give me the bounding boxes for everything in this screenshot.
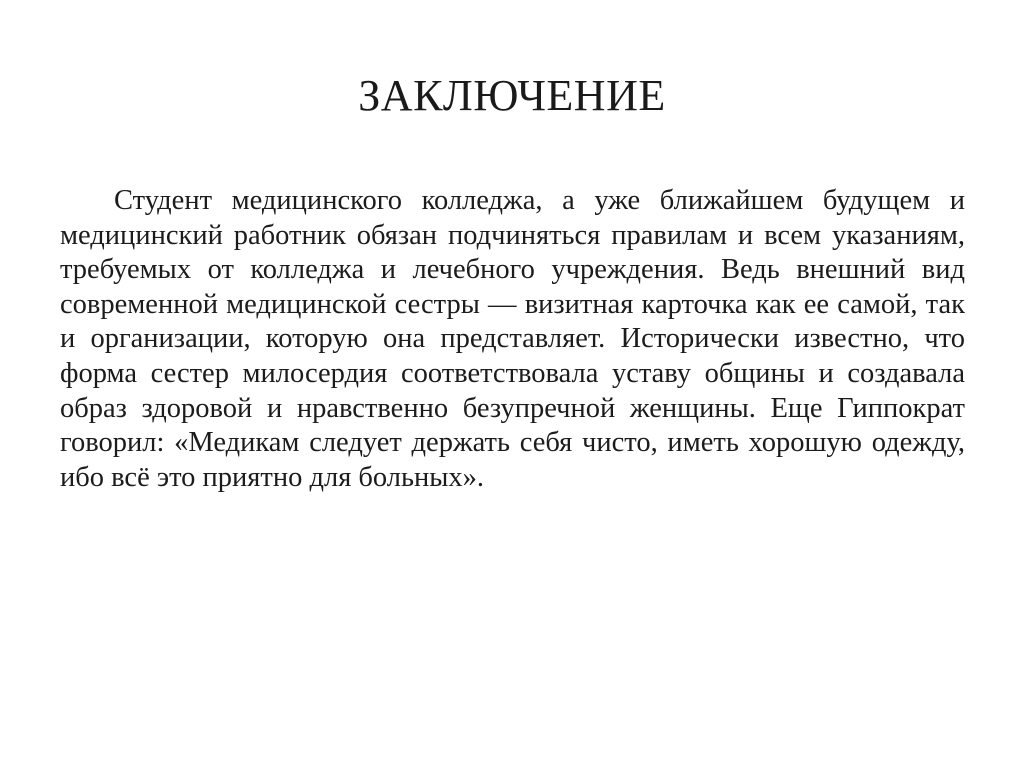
slide-body-paragraph: Студент медицинского колледжа, а уже ближайшем будущем и медицинский работник обязан подчиняться правилам и всем указаниям, требуемых от колледжа и лечебного учреждения. Ведь внешний вид современной медицинской сестры — визитная карточка как ее самой, так и организации, которую она представляет. Исторически известно, что форма сестер милосердия соответствовала уставу общины и создавала образ здоровой и нравственно безупречной женщины. Еще Гиппократ говорил: «Медикам следует держать себя чисто, иметь хорошую одежду, ибо всё это приятно для больных». bbox=[60, 185, 965, 493]
slide-title: ЗАКЛЮЧЕНИЕ bbox=[358, 71, 666, 120]
